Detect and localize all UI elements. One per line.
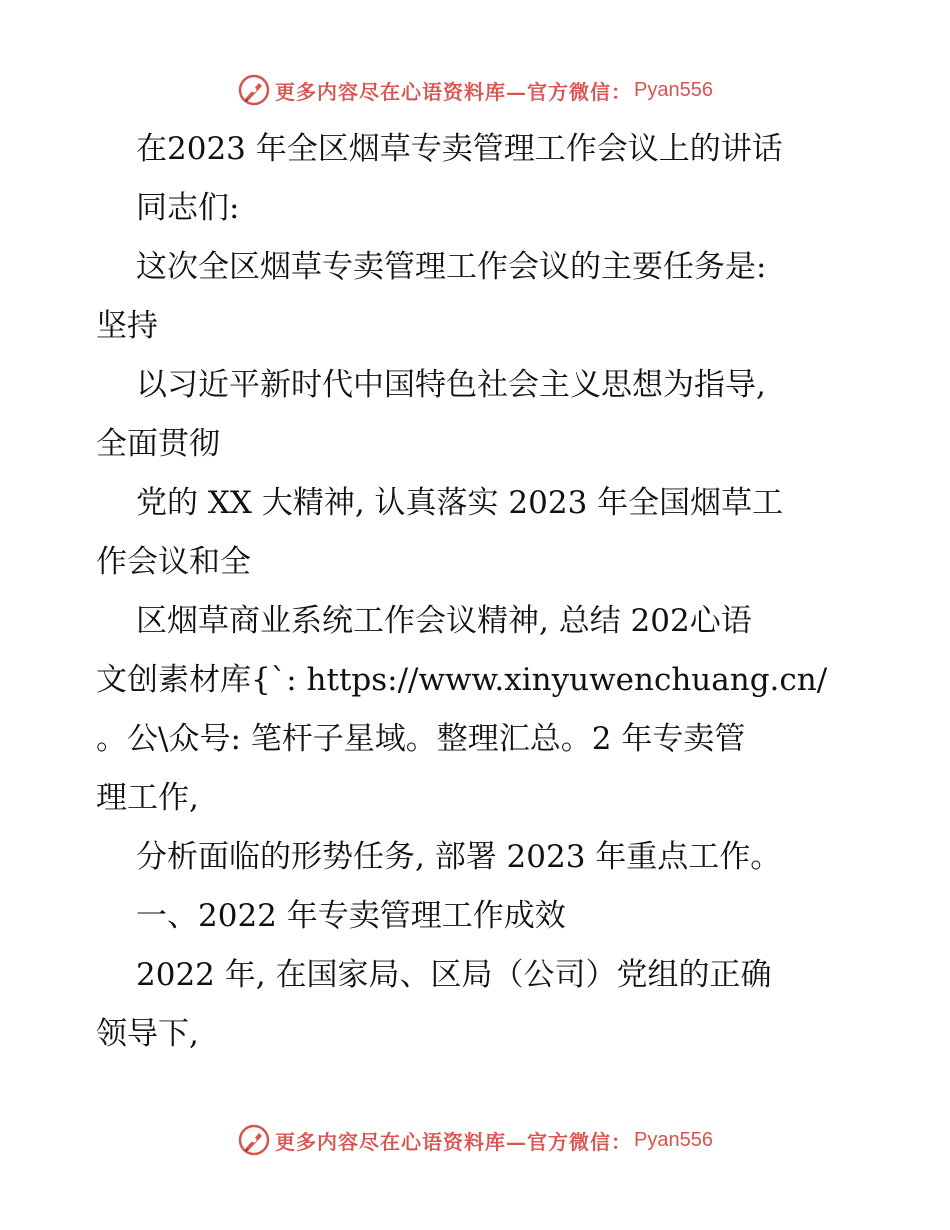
paragraph-line: 分析面临的形势任务, 部署 2023 年重点工作。 [136,839,782,875]
paragraph-line: 区烟草商业系统工作会议精神, 总结 202心语 [136,603,752,639]
salutation: 同志们: [136,190,240,226]
paragraph-line: 。公\众号: 笔杆子星域。整理汇总。2 年专卖管 [96,721,746,757]
paragraph-line: 全面贯彻 [96,426,220,462]
paragraph-line: 坚持 [96,308,158,344]
paragraph-line: 理工作, [96,780,199,816]
section-heading: 一、2022 年专卖管理工作成效 [136,898,566,934]
paragraph-line: 这次全区烟草专卖管理工作会议的主要任务是: [136,249,767,285]
paragraph-line: 2022 年, 在国家局、区局（公司）党组的正确 [136,957,772,993]
watermark-site-text: 更多内容尽在心语资料库—官方微信： [275,79,633,104]
pen-logo-icon [237,73,271,107]
pen-logo-icon [237,1123,271,1157]
paragraph-line: 文创素材库{`: https://www.xinyuwenchuang.cn/ [96,662,828,698]
document-body [96,120,856,1064]
paragraph-line: 领导下, [96,1016,199,1052]
watermark-contact: Pyan556 [634,78,713,101]
watermark-footer [0,1120,950,1160]
watermark-site-text: 更多内容尽在心语资料库—官方微信： [275,1129,633,1154]
paragraph-line: 作会议和全 [96,544,251,580]
watermark-contact: Pyan556 [634,1128,713,1151]
watermark-header [0,70,950,110]
paragraph-line: 党的 XX 大精神, 认真落实 2023 年全国烟草工 [136,485,784,521]
document-title: 在2023 年全区烟草专卖管理工作会议上的讲话 [136,131,783,167]
paragraph-line: 以习近平新时代中国特色社会主义思想为指导, [136,367,766,403]
